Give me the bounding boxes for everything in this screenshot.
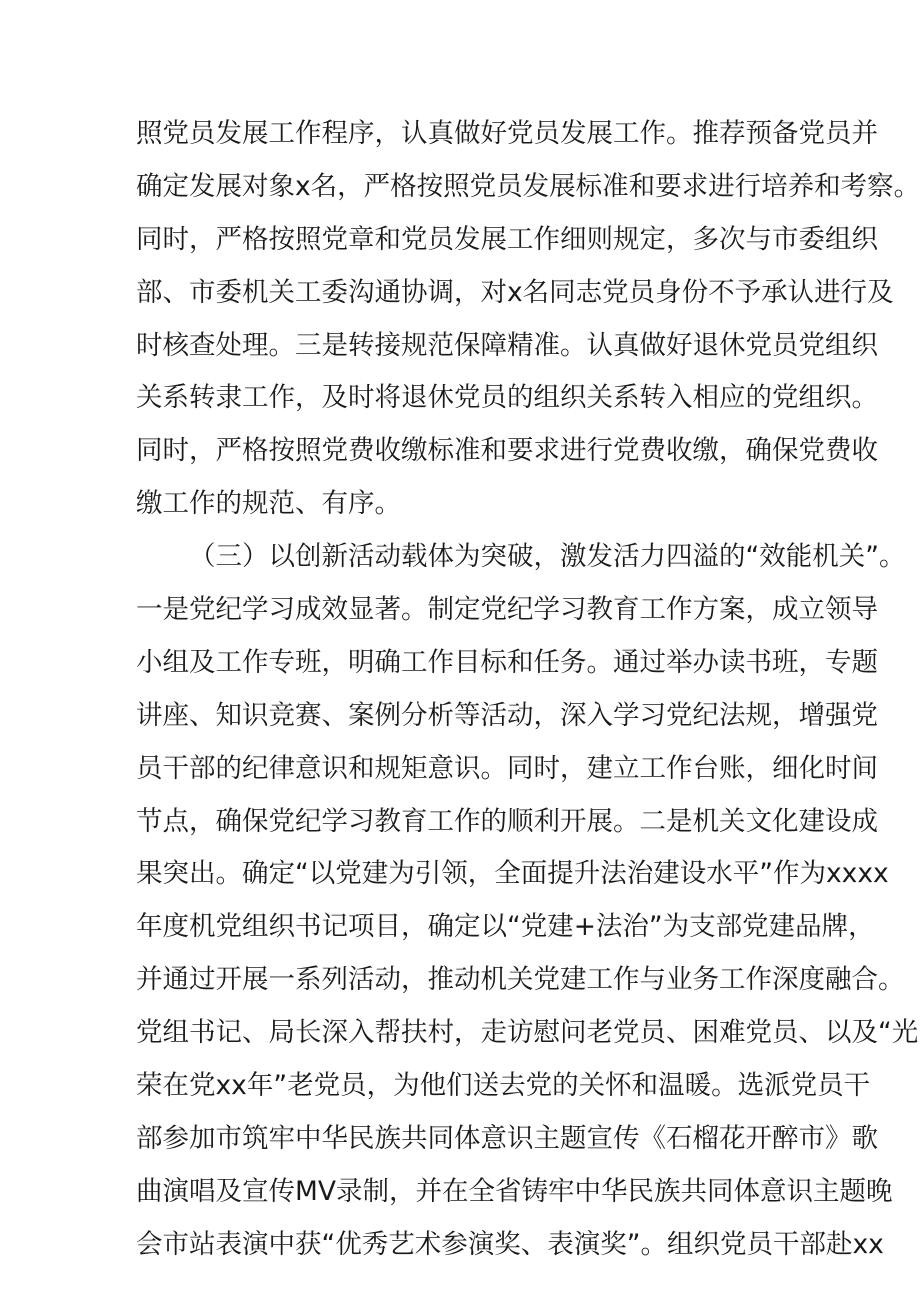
text-line: 小组及工作专班，明确工作目标和任务。通过举办读书班，专题 [136,646,878,678]
text-line: 党组书记、局长深入帮扶村，走访慰问老党员、困难党员、以及“光 [136,1017,919,1049]
text-line: 同时，严格按照党章和党员发展工作细则规定，多次与市委组织 [136,223,878,255]
text-line: 荣在党xx年”老党员，为他们送去党的关怀和温暖。选派党员干 [136,1070,871,1102]
text-line: 关系转隶工作，及时将退休党员的组织关系转入相应的党组织。 [136,382,878,414]
text-line: 会市站表演中获“优秀艺术参演奖、表演奖”。组织党员干部赴xx [136,1228,884,1260]
text-line: 部参加市筑牢中华民族共同体意识主题宣传《石榴花开醉市》歌 [136,1122,878,1154]
text-line: 一是党纪学习成效显著。制定党纪学习教育工作方案，成立领导 [136,594,878,626]
text-line: 并通过开展一系列活动，推动机关党建工作与业务工作深度融合。 [136,964,905,996]
text-line: 员干部的纪律意识和规矩意识。同时，建立工作台账，细化时间 [136,752,878,784]
text-line: 时核查处理。三是转接规范保障精准。认真做好退休党员党组织 [136,329,878,361]
text-line: 确定发展对象x名，严格按照党员发展标准和要求进行培养和考察。 [136,170,920,202]
section-heading: （三）以创新活动载体为突破，激发活力四溢的“效能机关”。 [189,541,906,573]
text-line: 部、市委机关工委沟通协调，对x名同志党员身份不予承认进行及 [136,276,894,308]
text-line: 节点，确保党纪学习教育工作的顺利开展。二是机关文化建设成 [136,805,878,837]
text-line: 照党员发展工作程序，认真做好党员发展工作。推荐预备党员并 [136,118,878,149]
text-line: 曲演唱及宣传MV录制，并在全省铸牢中华民族共同体意识主题晚 [136,1175,893,1207]
text-line: 讲座、知识竞赛、案例分析等活动，深入学习党纪法规，增强党 [136,699,878,731]
text-line: 果突出。确定“以党建为引领，全面提升法治建设水平”作为xxxx [136,858,889,890]
text-line: 年度机党组织书记项目，确定以“党建+法治”为支部党建品牌， [136,911,875,943]
body-text [136,108,920,1272]
text-line: 缴工作的规范、有序。 [136,488,401,520]
text-line: 同时，严格按照党费收缴标准和要求进行党费收缴，确保党费收 [136,435,878,467]
